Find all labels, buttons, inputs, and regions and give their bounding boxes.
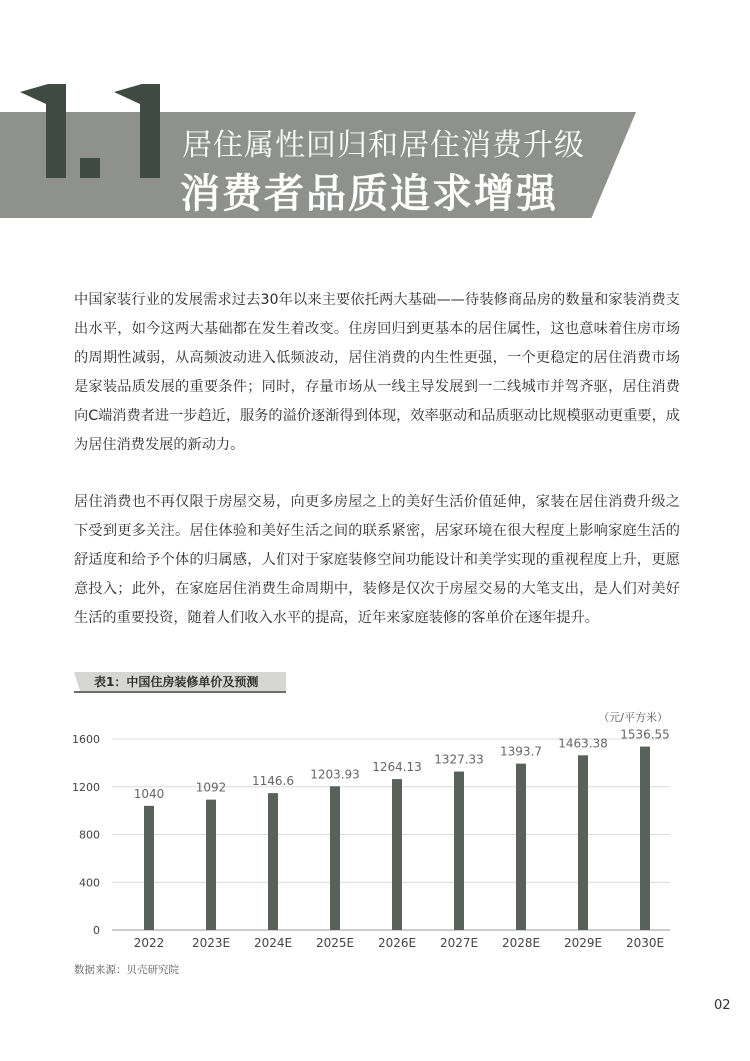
bar-value-label: 1393.7 [500,744,542,759]
bar [454,772,464,930]
x-tick-label: 2024E [253,936,293,950]
bar [640,747,650,930]
price-bar-chart [60,705,680,960]
table-label-underline [74,691,286,693]
y-tick-label: 800 [79,828,100,842]
bar [578,755,588,930]
bar [144,806,154,930]
bar-value-label: 1203.93 [310,767,360,782]
bar [516,764,526,930]
page-number: 02 [714,998,731,1013]
bar [206,800,216,930]
title-line-1: 居住属性回归和居住消费升级 [182,128,585,163]
y-tick-label: 1600 [72,733,100,746]
bar-value-label: 1092 [195,780,227,795]
y-tick-label: 400 [79,876,100,890]
x-tick-label: 2025E [315,936,355,950]
bar [268,793,278,930]
bar-value-label: 1264.13 [372,760,422,775]
body-paragraph-1: 中国家装行业的发展需求过去30年以来主要依托两大基础——待装修商品房的数量和家装消费支出水平，如今这两大基础都在发生着改变。住房回归到更基本的居住属性，这也意味着住房市场的周期性减弱，从高频波动进入低频波动，居住消费的内生性更强，一个更稳定的居住消费市场是家装品质发展的重要条件；同时，存量市场从一线主导发展到一二线城市并驾齐驱，居住消费向C端消费者进一步趋近，服务的溢价逐渐得到体现，效率驱动和品质驱动比规模驱动更重要，成为居住消费发展的新动力。 [74,292,680,453]
bar-value-label: 1040 [133,786,165,801]
x-tick-label: 2030E [625,936,665,950]
x-tick-label: 2022 [133,936,165,950]
y-tick-label: 1200 [72,780,100,794]
chart-unit-label: （元/平方米） [598,711,668,724]
section-number-dark-part [20,84,160,178]
title-line-2: 消费者品质追求增强 [180,171,558,217]
bar-value-label: 1536.55 [620,727,670,742]
bar-value-label: 1327.33 [434,752,484,767]
table-label-box [74,672,286,692]
bar [330,786,340,930]
x-tick-label: 2027E [439,936,479,950]
x-tick-label: 2028E [501,936,541,950]
x-tick-label: 2029E [563,936,603,950]
bar-value-label: 1146.6 [252,774,294,789]
bar [392,779,402,930]
bar-value-label: 1463.38 [558,736,608,751]
body-paragraph-2: 居住消费也不再仅限于房屋交易，向更多房屋之上的美好生活价值延伸，家装在居住消费升级之下受到更多关注。居住体验和美好生活之间的联系紧密，居家环境在很大程度上影响家庭生活的舒适度和给予个体的归属感，人们对于家庭装修空间功能设计和美学实现的重视程度上升，更愿意投入；此外，在家庭居住消费生命周期中，装修是仅次于房屋交易的大笔支出，是人们对美好生活的重要投资，随着人们收入水平的提高，近年来家庭装修的客单价在逐年提升。 [74,494,680,626]
y-tick-label: 0 [93,924,100,937]
x-tick-label: 2023E [191,936,231,950]
x-tick-label: 2026E [377,936,417,950]
section-number-graphic [0,70,190,190]
data-source: 数据来源：贝壳研究院 [74,964,179,976]
table-label: 表1：中国住房装修单价及预测 [94,675,259,689]
